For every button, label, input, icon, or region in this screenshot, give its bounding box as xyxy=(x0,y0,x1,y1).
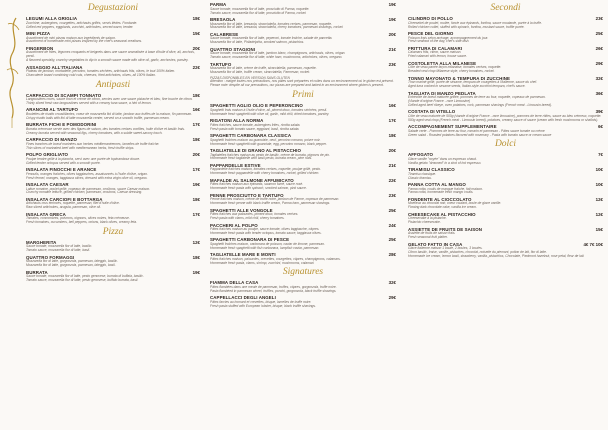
dish-name: BURRATA FICHI E POMODORINI xyxy=(26,122,97,128)
menu-item xyxy=(210,17,396,30)
menu-item xyxy=(26,197,200,210)
dish-name: POLPO GRIGLIATO xyxy=(26,152,69,158)
dish-description: Glace italienne maison 1 boule, 2 boules, 3 boules. Citron basilic, fraise, vanille, pistaches, chocolat, noisette du piemont, potion de lait, fior di latte. Homemade ice cream, lemon basil, strawberry, vanilla, pistachios, Chocolate, Piedmont hazelnut, rose petal, fleur de lait. xyxy=(408,246,585,258)
dish-description: Pâtes fraîches, sauce tomate, aubergines frites, ricotta salata. Fresh pasta with tomato sauce, eggplant, basil, ricotta salata. xyxy=(210,122,301,131)
section-title-dolci: Dolci xyxy=(494,139,517,150)
dish-price: 19€ xyxy=(192,181,200,187)
dish-price: 18€ xyxy=(192,92,200,98)
dish-price: 15€ xyxy=(595,226,603,232)
dish-name: PARMA xyxy=(210,2,227,7)
dish-name: TAGLIATELLE MARE E MONTI xyxy=(210,252,276,258)
dish-description: Assortiment de mini pizzas maison aux ingrédients de saison. Assortment of homemade mini pizzas inspired by the chef's seasonal creations. xyxy=(26,35,143,44)
menu-item xyxy=(210,193,396,206)
dish-description: Pâtes fraîches aux palourdes, piment doux, tomates cerises. Fresh pasta with clams, mild chili, cherry tomatoes. xyxy=(210,212,299,221)
menu-item xyxy=(408,76,603,89)
dish-name: SPAGHETTI CARBONARA CLASSICA xyxy=(210,133,292,139)
dish-description: Pâtes fraîches maison aux épinards, saumon fumé, sauce rosé. Homemade fresh pasta with spinach, smoked salmon, pink sauce. xyxy=(210,182,307,191)
menu-item xyxy=(210,295,396,308)
dish-description: Fenouils, oranges fraîches, olives taggiasches, assaisonnés à l'huile d'olive, origan. Fresh fennel, oranges, taggiasca olives, dressed with extra virgin olive oil, oregano. xyxy=(26,171,148,180)
menu-item xyxy=(210,208,396,221)
dish-description: Pâtes fraîches maison, palourdes, crevettes, courgettes, câpres, champignons, calamars. Homemade fresh pasta, clams, shrimp, zucchini, mushrooms, calamari. xyxy=(210,256,341,265)
dish-description: Panna cotta, coulis de mangue fraîche, fait maison. Panna cotta, homemade fresh mango coulis. xyxy=(408,186,483,195)
dish-description: Tomates, concombres, poivrons, oignons, olives noires, feta crémeuse. Fresh tomatoes, cucumbers, bell peppers, onions, black olives, creamy feta. xyxy=(26,216,138,225)
dish-name: LEGUMI ALLA GRIGLIA xyxy=(26,16,78,21)
dish-price: 32€ xyxy=(595,75,603,81)
dish-price: 12€ xyxy=(595,211,603,217)
menu-item xyxy=(26,65,200,78)
menu-item xyxy=(26,16,200,29)
menu-item xyxy=(408,46,603,59)
dish-name: CILINDRO DI POLLO xyxy=(408,16,453,21)
dish-price: 18€ xyxy=(388,133,396,139)
dish-price: 16€ xyxy=(388,103,396,109)
dish-description: Pâtes flambées dans une meule de parmesan, truffes, câpres, gorgonzola, truffe noire. Pasta flambéed in parmesan wheel, truffles, porcini, gorgonzola, black truffle shavings. xyxy=(210,284,337,293)
menu-item xyxy=(210,148,396,161)
menu-item xyxy=(408,227,603,240)
menu-item xyxy=(210,2,396,15)
dish-name: FIAMMA DELLA CASA xyxy=(210,280,259,286)
dish-price: 12€ xyxy=(595,196,603,202)
menu-item xyxy=(408,242,603,259)
dish-name: COSTOLETTA ALLA MILANESE xyxy=(408,60,477,66)
dish-price: 17€ xyxy=(388,118,396,124)
dish-price: 23€ xyxy=(388,192,396,198)
dish-description: Laitue romaine, poulet grillé, copeaux de parmesan, croûtons, sauce Caesar maison. Crunchy romaine lettuce, grilled chicken, parmesan, croutons, Caesar dressing. xyxy=(26,186,151,195)
dish-price: 18€ xyxy=(192,16,200,21)
dish-description: Côte de veau maturée de 500g (viande d'origine France - race limousine), pommes de terre rôties, sauce au bleu crémeux, roquette. 500g aged veal chop (French meat - Limousin breed), potatoes, creamy sauce of sauce (cream with fresh mushrooms or shallots). xyxy=(408,113,602,122)
dish-price: 10€ xyxy=(595,181,603,187)
dish-description: Entrecôte de boeuf maturée grillée, pommes de terre au four, roquette, copeaux de parmesan. (Viande d'origine France - race Limousine) Grilled aged beef ribeye, oven potatoes, rock, parmesan shavings (French meat - Limousin breed). xyxy=(408,95,553,107)
menu-item xyxy=(408,91,603,108)
dish-price: 21€ xyxy=(388,162,396,168)
dish-name: MAFALDE AL SALMONE AFFUMICATO xyxy=(210,177,294,183)
dish-name: ACCOMPAGNEMENT SUPPLEMENTAIRE xyxy=(408,124,497,130)
menu-item xyxy=(26,152,200,165)
menu-item xyxy=(26,240,200,253)
dish-price: 20€ xyxy=(388,147,396,153)
menu-item xyxy=(408,212,603,225)
dish-description: Tiramisu classique. Classic tiramisu. xyxy=(408,171,437,180)
dish-price: 17€ xyxy=(192,122,200,128)
menu-column-middle xyxy=(210,2,396,428)
dish-name: PACCHERI AL POLPO xyxy=(210,222,258,228)
menu-item xyxy=(408,182,603,195)
dish-description: Langoustines crues, sauce thon et crème de citron, servies avec une sauce pistache et bleu, fine touche de citron. Thinly sliced fresh raw langoustines served with a creamy tuna sauce, a hint of lemon. xyxy=(26,97,193,106)
dish-name: CAPPELLACCI DEGLI ANGELI xyxy=(210,295,276,301)
dish-name: TONNO MAYONATO & TEMPURA DI ZUCCHINE xyxy=(408,75,511,81)
dish-price: 36€ xyxy=(595,90,603,96)
dish-name: MARGHERITA xyxy=(26,239,57,245)
dish-description: Sauce tomate, mozzarella fior di latte, prosciutto di Parma, roquette. Tomato sauce, mozzarella fior di latte, prosciutto di Parma, rocket. xyxy=(210,6,310,15)
dish-description: Assortiment de frites, légumes croquants et beignets dans une sauce aromatisée à base d'huile d'olive, ail, anchois, persil. A flavored specialty, crunchy vegetables to dip in a smooth sauce made with olive oil, garlic, anchovies, parsley. xyxy=(26,50,195,63)
dish-price: 25€ xyxy=(388,207,396,213)
dish-description: Spaghetti fraîches maison, carbonara de poisson, caviar de limone, parmesan. Homemade fresh spaghetti with fish carbonara, lumpfish caviar, parmesan. xyxy=(210,242,325,250)
dish-price: 17€ xyxy=(192,167,200,173)
dish-description: Sauce tomate, mozzarella fior di latte, peperoni, tomate fraîche, salade de pancetta. Mozzarella fior di latte, Philadelphia, smoked salmon, pistachios. xyxy=(210,36,333,45)
dish-price: 7€ xyxy=(598,152,603,158)
dish-description: Côte de veau panée façon milanaise, tomates cerises, roquette. Breaded veal chop Milanese style, cherry tomatoes, rocket. xyxy=(408,65,502,74)
menu-item xyxy=(210,133,396,146)
menu-item xyxy=(408,61,603,74)
dish-name: ASSIETTE DE FRUITS DE SAISON xyxy=(408,226,483,232)
dish-description: Sauce tomate, mozzarella fior di latte, pesto genovese, burrata di buffala, basilic. Tomato sauce, mozzarella fior di latte, pesto genovese, buffalo burrata, basil. xyxy=(26,274,144,282)
dish-description: Poisson frais selon arrivage, accompagnement du jour. Fresh seafood of the day, chef's side dish. xyxy=(408,35,489,44)
dish-price: 25€ xyxy=(388,237,396,243)
menu-item xyxy=(26,46,200,63)
menu-item xyxy=(210,163,396,176)
dish-name: PENNE PROSCIUTTO E TARTUFO xyxy=(210,192,284,198)
dish-description: Pâtes fraîches maison au poulpe, sauce tomate, olives taggiasche, câpres. Homemade fresh pasta with tender octopus, tomato sauce, taggiasca olives. xyxy=(210,227,322,235)
menu-column-right xyxy=(408,2,603,428)
dish-name: TAGLIATELLE DI GRANO AL PISTACCHIO xyxy=(210,147,301,153)
dish-description: Fines tranches de boeuf marinées aux herbes méditerranéennes, lamelles de truffe fraîche. Thin slices of marinated beef with mediterranean herbs, fresh truffle strips. xyxy=(26,141,160,150)
menu-item xyxy=(210,118,396,131)
dish-description: Glace vanille "noyée" dans un espresso chaud. Vanilla gelato "drowned" in a shot of hot espresso. xyxy=(408,156,482,165)
dish-price: 22€ xyxy=(388,177,396,183)
menu-item xyxy=(408,31,603,44)
dish-name: CARPACCIO DI MANZO xyxy=(26,137,77,143)
dish-name: CHEESECAKE AL PISTACCHIO xyxy=(408,211,476,217)
dish-description: Thon mariné grillé, purée de sésame, tempura de courgettes à l'italienne, sauce du chef. Aged tuna cooked in sesame seeds, Italian-style zucchini tempura, chef's sauce. xyxy=(408,80,538,89)
dish-name: PESCE DEL GIORNO xyxy=(408,30,454,36)
dish-price: 32€ xyxy=(388,280,396,286)
menu-item xyxy=(210,103,396,116)
dish-description: Sauce tomate, mozzarella fior di latte, jambon blanc, champignons, artichauts, olives, origan. Tomato sauce, mozzarella fior di latte, white ham, mushrooms, artichokes, olives, oregano. xyxy=(210,51,346,60)
dish-name: TARTUFO xyxy=(210,61,232,67)
dish-price: 26€ xyxy=(595,45,603,51)
menu-item xyxy=(408,167,603,180)
dish-name: PAPPARDELLE ESTIVE xyxy=(210,162,261,168)
menu-column-left xyxy=(26,2,200,428)
dish-price: 20€ xyxy=(192,152,200,158)
dish-price: 18€ xyxy=(192,254,200,260)
menu-item xyxy=(210,178,396,191)
dish-name: INSALATA FINOCCHI E ARANCE xyxy=(26,167,97,173)
dish-description: Pâtes farcies au homard et crevettes, bisque, lamelles de truffe noire. Fresh pasta stuffed with European lobster, bisque, black truffle shavings. xyxy=(210,299,316,308)
dish-name: CARPACCIO DI SCAMPI TONNATO xyxy=(26,92,102,98)
menu-item xyxy=(210,223,396,236)
dish-price: 16€ xyxy=(192,107,200,113)
dish-price: 4€ 7€ 10€ xyxy=(583,241,603,247)
dish-description: Spaghetti frais maison à l'huile d'olive, ail, piment doux, tomates séchées, persil. Homemade fresh spaghetti with olive oil, garlic, mild chili, dried tomatoes, parsley. xyxy=(210,107,330,116)
dish-name: INSALATA CAESAR xyxy=(26,181,69,187)
dish-name: FONDENTE AL CIOCCOLATO xyxy=(408,196,472,202)
section-title-secondi: Secondi xyxy=(490,3,521,13)
dish-price: 28€ xyxy=(388,252,396,258)
dish-price: 18€ xyxy=(192,137,200,143)
dish-description: Artichauts crus émincés, roquette, parmesan, filet d'huile d'olive. Raw sliced artichokes, arugula, parmesan, olive oil. xyxy=(26,201,120,210)
dish-description: Mozzarella fior di latte, gorgonzola, parmesan, taleggio, basilic. Mozzarella fior di latte, gorgonzola, parmesan, taleggio, basil. xyxy=(26,259,118,268)
dish-price: 23€ xyxy=(388,61,396,67)
dish-description: Mozzarella fior di latte, bresaola, stracciatella, tomates cerises, parmesan, roquette. Mozzarella fior di latte, bresaola, stracciatella, cherry tomatoes, parmesan shavings, rocket. xyxy=(210,21,344,30)
dish-name: TAGLIATA DI MANZO PEDLATA xyxy=(408,90,476,96)
dish-description: Plateau de jambon, mortadelle, pecorino, tomates séchées, artichauts frits, olives, le tout 100% italien. Charcuterie board combining cold cuts, cheeses, fried artichokes, olives, all 100% Italian. xyxy=(26,69,176,78)
dish-description: Assiette de fruits de saison frais. Fresh seasonal fruit platter. xyxy=(408,231,456,240)
menu-item xyxy=(26,255,200,268)
dish-name: AFFOGATO xyxy=(408,152,434,158)
menu-item xyxy=(26,167,200,180)
dish-name: SPAGHETTI ALLE VONGOLE xyxy=(210,207,273,213)
dish-name: INSALATA CARCIOFI E BOTTARGA xyxy=(26,196,103,202)
dish-name: TIRAMISU CLASSICO xyxy=(408,167,455,173)
menu-item xyxy=(408,109,603,122)
dish-description: Sauce tomate, mozzarella fior di latte, basilic. Tomato sauce, mozzarella fior di latte, basil. xyxy=(26,244,93,253)
dish-description: Salade verte - Pommes de terre au four, romarin et parmesan - Pâtes sauce tomate ou crème Green salad - Roasted potatoes flavored with rosemary - Pasta with tomato sauce or cream sauce xyxy=(408,128,552,137)
dish-price: 29€ xyxy=(388,295,396,301)
dish-description: Pappardelle fraîches maison, tomates cerises, roquette, poulpe grillé, pesto. Homemade fresh pappardelle with cherry tomatoes, rocket, grilled chicken. xyxy=(210,167,322,176)
dish-description: Zucchine, aubergines, courgettes, artichauts grillés, servis tièdes. Fondante. Grilled red peppers, eggplants, zucchini, artichokes, served warm, tender. xyxy=(26,20,138,29)
menu-item xyxy=(26,93,200,106)
dish-price: 19€ xyxy=(388,16,396,22)
restaurant-logo xyxy=(2,10,24,130)
menu-item xyxy=(26,122,200,135)
menu-item xyxy=(26,270,200,283)
dish-description: Penne fraîches maison, crème de truffe noire, jambon de Parme, copeaux de parmesan. Homemade fresh penne with black truffle cream, Parma ham, parmesan shavings. xyxy=(210,197,340,206)
dish-name: QUATTRO STAGIONI xyxy=(210,46,256,52)
dish-price: 21€ xyxy=(388,46,396,52)
dish-price: 29€ xyxy=(595,60,603,66)
dish-description: Cheesebel de poulet, roulée, farcie aux épinards, fontina, sauce moutarde, purée à la truffe. Rolled chicken cutlet, stuffed with spinach, fontina, mustard sauce, truffle purée. xyxy=(408,20,542,29)
dish-name: SPAGHETTI CARBONARA DI PESCE xyxy=(210,237,290,243)
menu-item xyxy=(408,124,603,137)
dish-price: 20€ xyxy=(388,31,396,37)
dish-description: Burrata crémeuse servie avec des figues de saison, des tomates cerises confites, huile d'olive et basilic frais. Creamy burrata served with seasonal figs, cherry tomatoes, with a subtle sweet-savory touch. xyxy=(26,126,185,135)
dish-name: BURRATA xyxy=(26,269,48,275)
dish-price: 6€ xyxy=(598,124,603,130)
dish-description: Boulettes de risotto croustillantes, coeur de mozzarella fiol di latte, jambon aux truffes de la maison, fin parmesan. Crispy risotto balls with fiol di latte mozzarella center, served on a smooth truffle, parmesan cream. xyxy=(26,112,193,120)
menu-item xyxy=(26,31,200,44)
dish-name: ASSAGGIO ALL'ITALIANA xyxy=(26,64,83,70)
menu-item xyxy=(210,237,396,250)
dish-name: FINGERBON xyxy=(26,45,54,51)
dish-price: 17€ xyxy=(192,211,200,217)
dish-name: FRITTURA DI CALAMARI xyxy=(408,45,463,51)
dish-price: 15€ xyxy=(192,30,200,36)
dish-name: CALABRESE xyxy=(210,31,239,37)
section-title-pizza: Pizza xyxy=(102,226,124,237)
dish-name: ARANCINI AL TARTUFO xyxy=(26,107,79,113)
dish-name: INSALATA GRECA xyxy=(26,211,66,217)
dish-description: Poulpe tendre grillé à la plancha, servi avec une purée de topinambour douce. Grilled tender octopus served with a smooth purée. xyxy=(26,156,141,165)
dish-name: BRESAOLA xyxy=(210,16,236,22)
dish-description: Mozzarella fior di latte, crème de truffe, stracciatella, parmesan, roquette. Mozzarella fior di latte, truffle cream, stracciatella, Parmesan, rocket. xyxy=(210,66,317,75)
dish-price: 12€ xyxy=(192,239,200,245)
gluten-free-note: PIZZAS DISPONIBLES EN VERSION SANS GLUTEN Attention : malgré toutes nos précautions, nos pâtes sont préparées et cuites dans un environnement où le gluten est présent. Please note: despite all our precautions, our pizzas are prepared and baked in an environment where gluten is present. xyxy=(210,75,394,88)
dish-price: 10€ xyxy=(595,167,603,173)
menu-item xyxy=(210,32,396,45)
dish-price: 23€ xyxy=(595,16,603,21)
dish-description: Calamars frits, citron, sauce maison. Fried calamari with lemon, house sauce. xyxy=(408,50,468,59)
dish-price: 22€ xyxy=(192,64,200,70)
dish-description: Cheesecake à la pistache. Pistachio cheesecake. xyxy=(408,216,447,225)
dish-price: 20€ xyxy=(192,45,200,51)
dish-name: MINI PIZZA xyxy=(26,30,51,36)
section-title-antipasti: Antipasti xyxy=(95,79,131,90)
dish-price: 19€ xyxy=(192,269,200,275)
menu-item xyxy=(210,47,396,60)
dish-name: COSTATA DI VITELLO xyxy=(408,109,456,115)
menu-item xyxy=(26,137,200,150)
dish-price: 19€ xyxy=(388,2,396,7)
menu-item xyxy=(26,182,200,195)
dish-price: 25€ xyxy=(595,30,603,36)
dish-price: 18€ xyxy=(192,196,200,202)
dish-name: PANNA COTTA AL MANGO xyxy=(408,181,466,187)
section-title-degustazioni: Degustazioni xyxy=(87,3,139,13)
section-title-signatures: Signatures xyxy=(282,267,324,278)
dish-description: Moelleux au chocolat noir, coeur coulant, boule de glace vanille. Flowing dark chocolate cake, vanilla ice cream. xyxy=(408,201,502,210)
dish-name: GELATO FATTO IN CASA xyxy=(408,241,463,247)
section-title-primi: Primi xyxy=(292,90,314,101)
dish-name: QUATTRO FORMAGGI xyxy=(26,254,75,260)
menu-item xyxy=(408,16,603,29)
dish-price: 39€ xyxy=(595,109,603,115)
menu-item xyxy=(26,107,200,120)
menu-item xyxy=(408,197,603,210)
dish-price: 24€ xyxy=(388,222,396,228)
menu-item xyxy=(210,280,396,293)
menu-item xyxy=(210,252,396,265)
dish-name: RIGATONI ALLA NORMA xyxy=(210,118,264,124)
dish-name: SPAGHETTI AGLIO OLIO E PEPERONCINO xyxy=(210,103,303,109)
menu-item xyxy=(26,212,200,225)
dish-description: Tagliatelles fraîches maison au pesto de basilic, crème de burrata, pignons de pin. Homemade fresh tagliatelle with basil pesto, burrata cream, pine nuts. xyxy=(210,152,330,161)
menu-item xyxy=(408,152,603,165)
menu-item xyxy=(210,62,396,75)
dish-description: Spaghetti fraîches maison au guanciale, oeuf, pecorino romano, poivre noir. Homemade fresh spaghetti with guanciale, egg, pecorino romano, black pepper. xyxy=(210,137,327,146)
